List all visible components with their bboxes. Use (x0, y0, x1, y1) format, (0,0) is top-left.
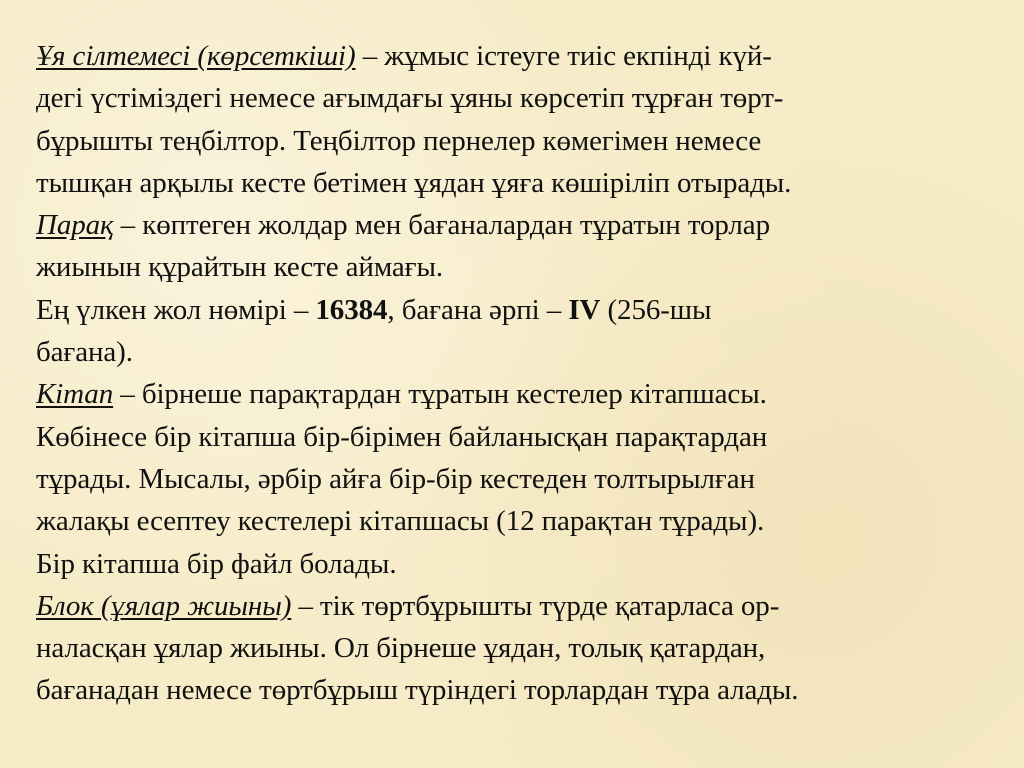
line-text: жалақы есептеу кестелері кітапшасы (12 парақтан тұрады). (36, 505, 765, 538)
text-line (36, 416, 1006, 458)
term-book: Кітап (36, 378, 114, 411)
line-text: – тік төртбұрышты түрде қатарласа ор- (291, 589, 780, 622)
text-line (36, 585, 1006, 627)
line-text: , бағана әрпі – (387, 293, 569, 326)
line-text: – көптеген жолдар мен бағаналардан тұратын торлар (113, 209, 770, 242)
line-text: бағанадан немесе төртбұрыш түріндегі торлардан тұра алады. (36, 674, 799, 707)
text-line (36, 543, 1006, 585)
max-column-letter: IV (568, 293, 601, 326)
line-text: жиынын құрайтын кесте аймағы. (36, 251, 443, 284)
line-text: – жұмыс істеуге тиіс екпінді күй- (355, 40, 772, 72)
term-block: Блок (ұялар жиыны) (36, 589, 292, 622)
text-line (36, 458, 1006, 500)
text-line (36, 246, 1006, 288)
text-line (36, 373, 1006, 415)
line-text: наласқан ұялар жиыны. Ол бірнеше ұядан, толық қатардан, (36, 632, 766, 665)
text-line (36, 120, 1006, 162)
text-line (36, 77, 1006, 119)
line-text: – бірнеше парақтардан тұратын кестелер кітапшасы. (113, 378, 767, 411)
text-line (36, 500, 1006, 542)
line-text: тышқан арқылы кесте бетімен ұядан ұяға көшіріліп отырады. (36, 166, 792, 199)
line-text: Ең үлкен жол нөмірі – (36, 293, 316, 326)
text-line (36, 204, 1006, 246)
line-text: бағана). (36, 336, 133, 369)
line-text: дегі үстіміздегі немесе ағымдағы ұяны көрсетіп тұрған төрт- (36, 82, 784, 115)
text-line (36, 162, 1006, 204)
line-text: тұрады. Мысалы, әрбір айға бір-бір кестеден толтырылған (36, 462, 755, 495)
term-sheet: Парақ (36, 209, 114, 242)
line-text: бұрышты теңбілтор. Теңбілтор пернелер көмегімен немесе (36, 124, 762, 157)
line-text: Көбінесе бір кітапша бір-бірімен байланысқан парақтардан (36, 420, 768, 453)
text-line (36, 35, 1006, 77)
term-cell-pointer: Ұя сілтемесі (көрсеткіші) (36, 40, 356, 72)
text-line (36, 627, 1006, 669)
line-text: (256-шы (600, 293, 712, 326)
text-line (36, 289, 1006, 331)
text-line (36, 669, 1006, 711)
line-text: Бір кітапша бір файл болады. (36, 547, 397, 580)
max-row-number: 16384 (315, 293, 388, 326)
text-line (36, 331, 1006, 373)
slide-body (36, 35, 1006, 712)
